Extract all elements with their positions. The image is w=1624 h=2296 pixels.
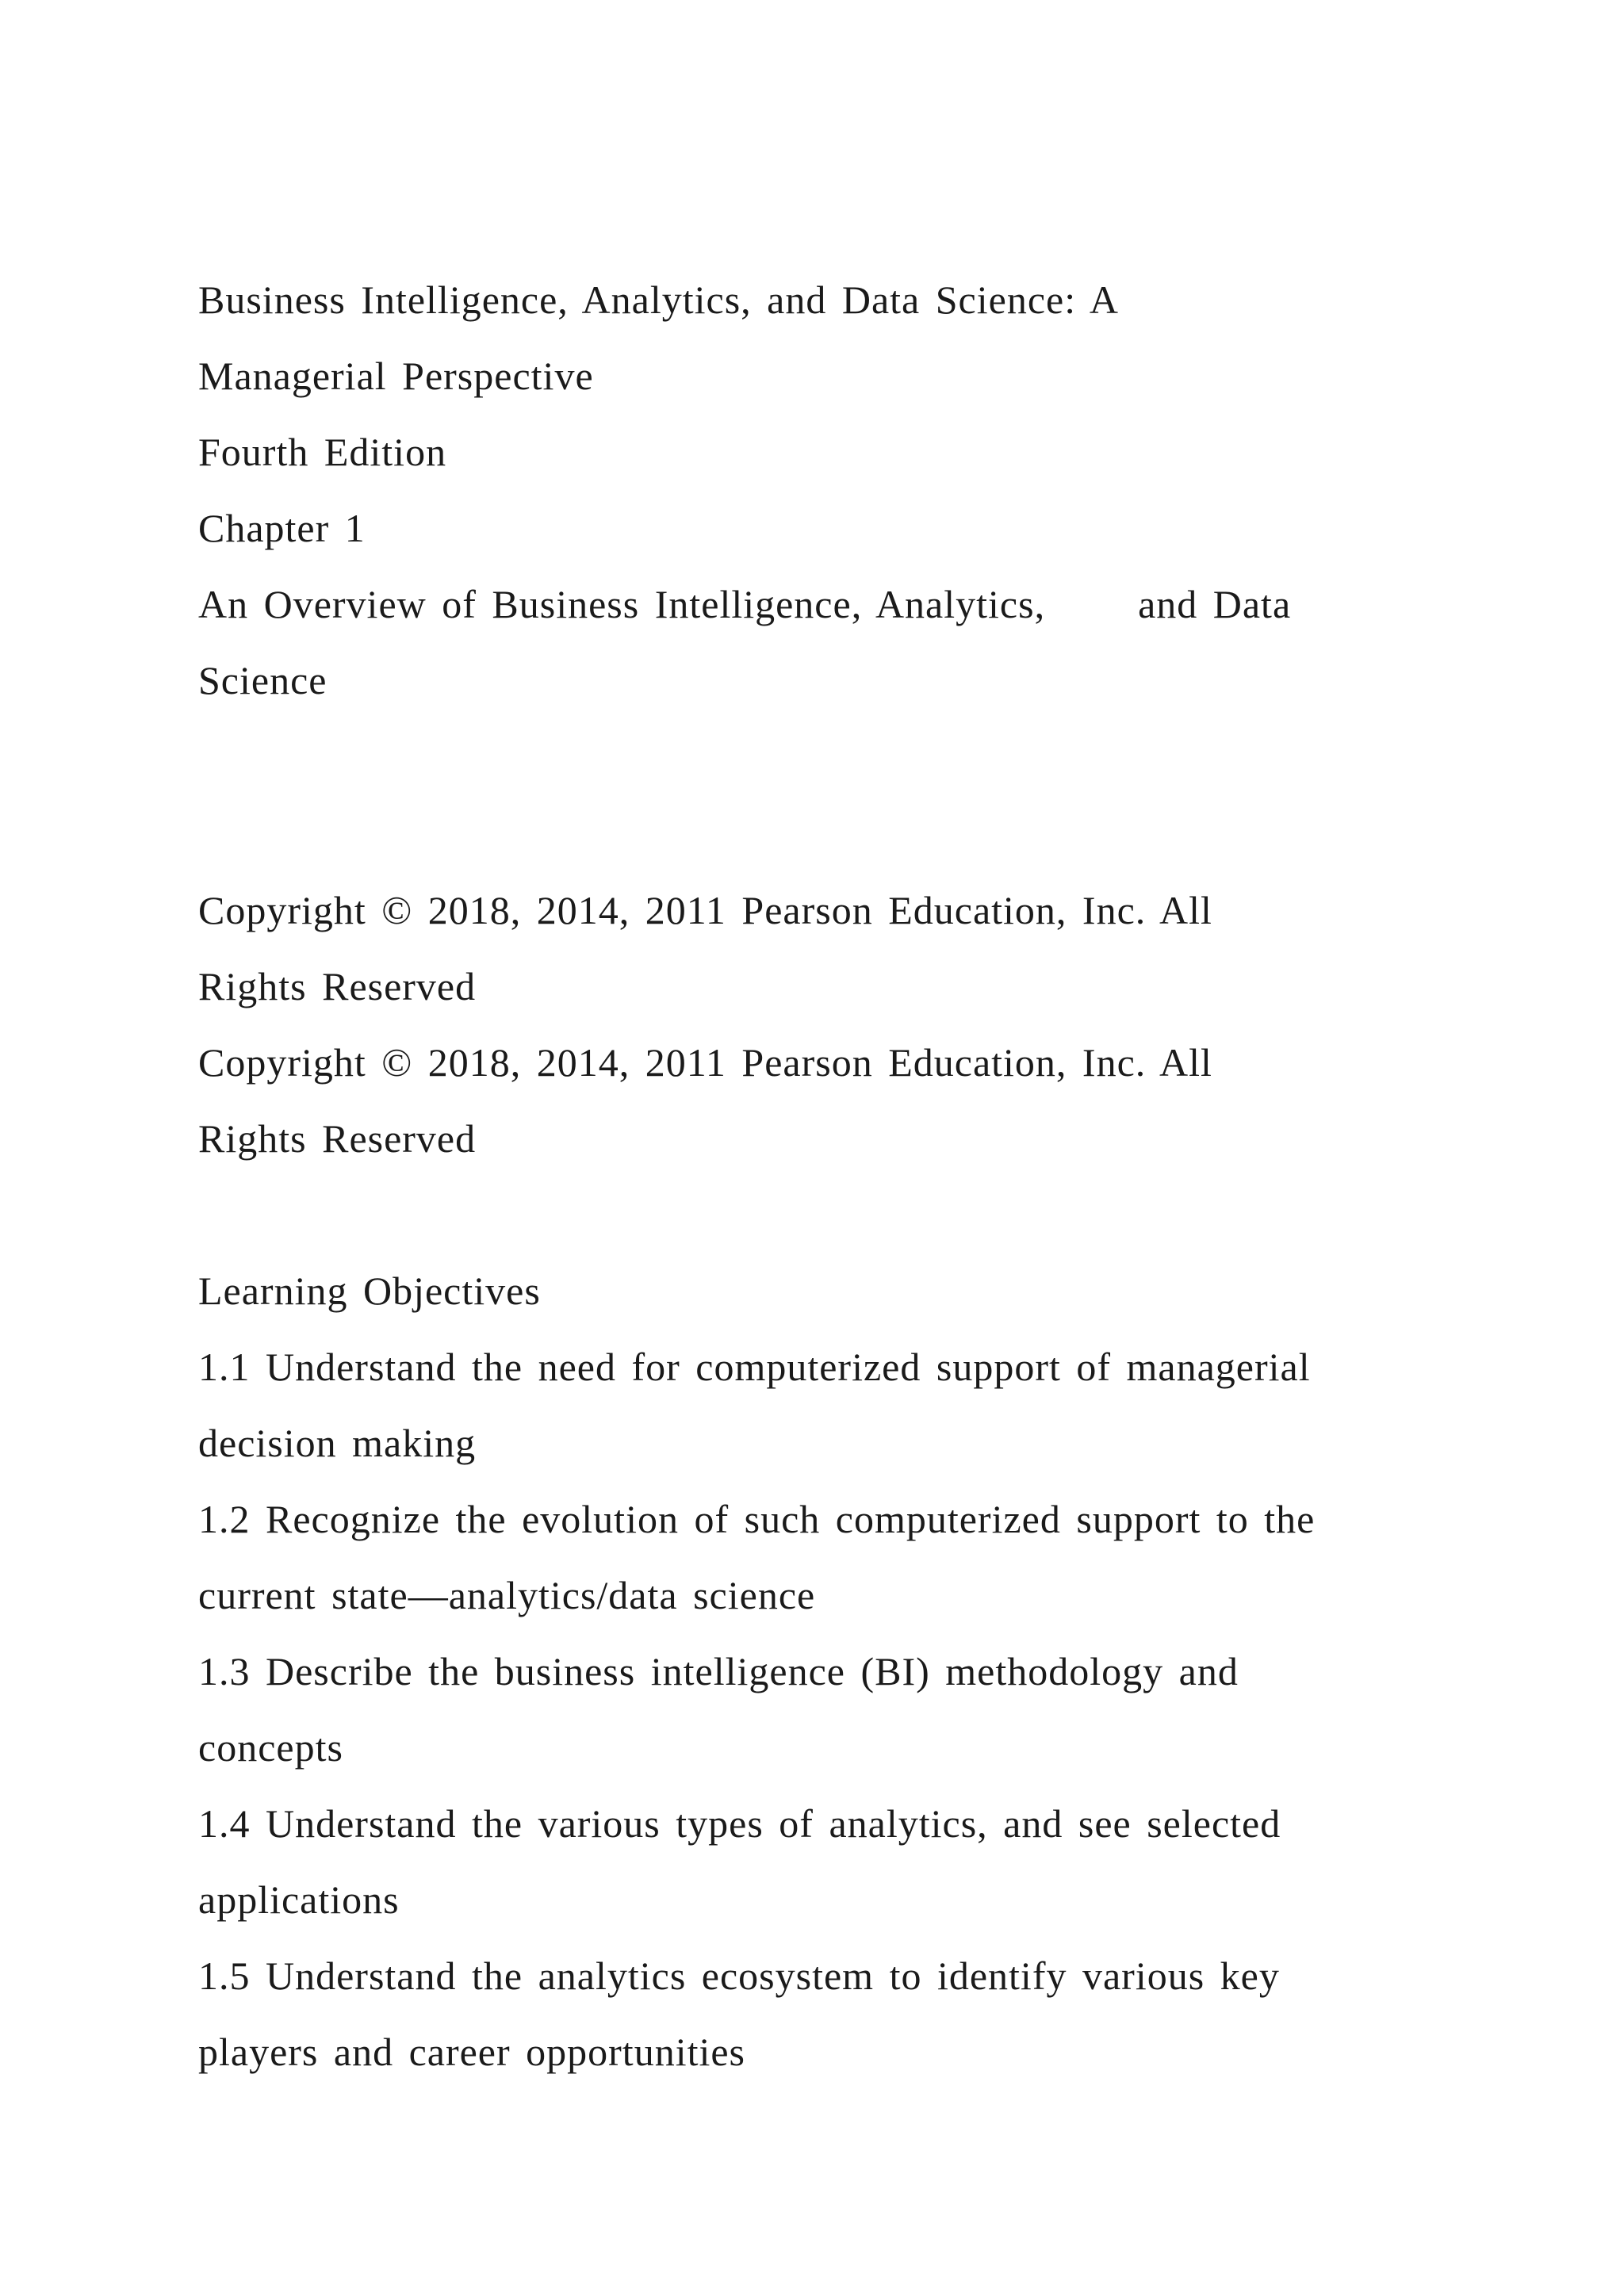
edition: Fourth Edition bbox=[198, 430, 447, 474]
book-title-line-1: Business Intelligence, Analytics, and Data Science: A bbox=[198, 277, 1119, 322]
objective-1-line-1: 1.1 Understand the need for computerized support of managerial bbox=[198, 1345, 1311, 1389]
objective-3-line-2: concepts bbox=[198, 1725, 343, 1770]
objective-1-line-2: decision making bbox=[198, 1421, 477, 1465]
chapter-title-line-1: An Overview of Business Intelligence, Analytics, and Data bbox=[198, 582, 1292, 626]
chapter-title-line-2: Science bbox=[198, 658, 327, 702]
copyright-line-2: Rights Reserved bbox=[198, 964, 477, 1008]
copyright-line-3: Copyright © 2018, 2014, 2011 Pearson Education, Inc. All bbox=[198, 1040, 1212, 1085]
objective-4-line-1: 1.4 Understand the various types of analytics, and see selected bbox=[198, 1801, 1281, 1846]
chapter-label: Chapter 1 bbox=[198, 506, 366, 550]
book-title-line-2: Managerial Perspective bbox=[198, 354, 594, 398]
objective-5-line-1: 1.5 Understand the analytics ecosystem to identify various key bbox=[198, 1954, 1280, 1998]
copyright-line-4: Rights Reserved bbox=[198, 1116, 477, 1161]
objective-4-line-2: applications bbox=[198, 1877, 400, 1922]
objective-5-line-2: players and career opportunities bbox=[198, 2030, 746, 2074]
objective-2-line-2: current state—analytics/data science bbox=[198, 1573, 816, 1617]
objective-3-line-1: 1.3 Describe the business intelligence (BI) methodology and bbox=[198, 1649, 1239, 1693]
objectives-heading: Learning Objectives bbox=[198, 1269, 541, 1313]
copyright-line-1: Copyright © 2018, 2014, 2011 Pearson Education, Inc. All bbox=[198, 888, 1212, 932]
objective-2-line-1: 1.2 Recognize the evolution of such computerized support to the bbox=[198, 1497, 1316, 1541]
